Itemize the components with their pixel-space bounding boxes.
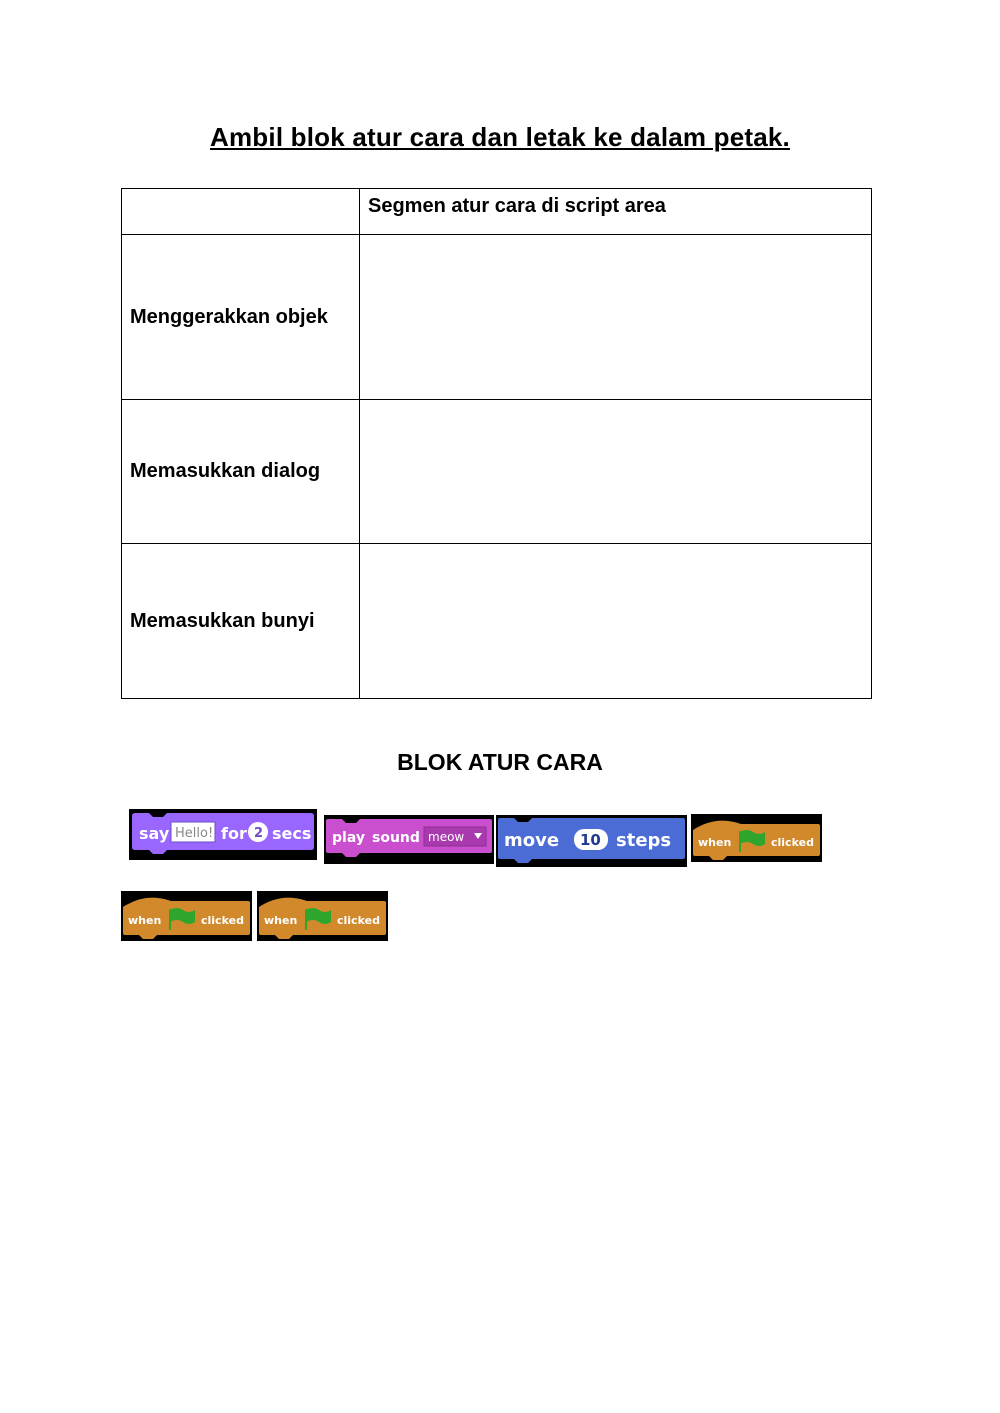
steps-number-value: 10 xyxy=(580,831,601,849)
for-word: for xyxy=(221,824,247,843)
sound-word: sound xyxy=(372,830,420,846)
say-hello-block[interactable] xyxy=(129,809,317,860)
answer-table xyxy=(121,188,872,699)
say-message-value: Hello! xyxy=(175,826,214,841)
move-word: move xyxy=(504,830,560,851)
row-label-menggerakkan-objek: Menggerakkan objek xyxy=(122,235,360,400)
drop-zone-menggerakkan-objek[interactable] xyxy=(360,235,872,400)
row-label-memasukkan-bunyi: Memasukkan bunyi xyxy=(122,544,360,699)
drop-zone-memasukkan-dialog[interactable] xyxy=(360,400,872,544)
when-flag-clicked-block[interactable] xyxy=(257,891,388,941)
say-word: say xyxy=(139,824,170,843)
when-flag-clicked-block[interactable] xyxy=(691,814,822,862)
clicked-word: clicked xyxy=(337,914,380,927)
when-word: when xyxy=(128,914,162,927)
play-word: play xyxy=(332,830,365,846)
table-header-row xyxy=(122,189,872,235)
sound-dropdown-value: meow xyxy=(428,830,465,844)
clicked-word: clicked xyxy=(201,914,244,927)
move-steps-block[interactable] xyxy=(496,815,687,867)
table-row xyxy=(122,544,872,699)
secs-word: secs xyxy=(272,824,312,843)
row-label-memasukkan-dialog: Memasukkan dialog xyxy=(122,400,360,544)
when-word: when xyxy=(698,836,732,849)
secs-number-value: 2 xyxy=(254,826,264,841)
steps-word: steps xyxy=(616,830,672,851)
play-sound-block[interactable] xyxy=(324,815,494,864)
table-header-blank xyxy=(122,189,360,235)
clicked-word: clicked xyxy=(771,836,814,849)
when-flag-clicked-block[interactable] xyxy=(121,891,252,941)
table-row xyxy=(122,235,872,400)
table-header-label: Segmen atur cara di script area xyxy=(360,189,872,235)
worksheet-title: Ambil blok atur cara dan letak ke dalam petak. xyxy=(210,122,790,152)
drop-zone-memasukkan-bunyi[interactable] xyxy=(360,544,872,699)
table-row xyxy=(122,400,872,544)
blocks-heading: BLOK ATUR CARA xyxy=(397,749,603,775)
when-word: when xyxy=(264,914,298,927)
